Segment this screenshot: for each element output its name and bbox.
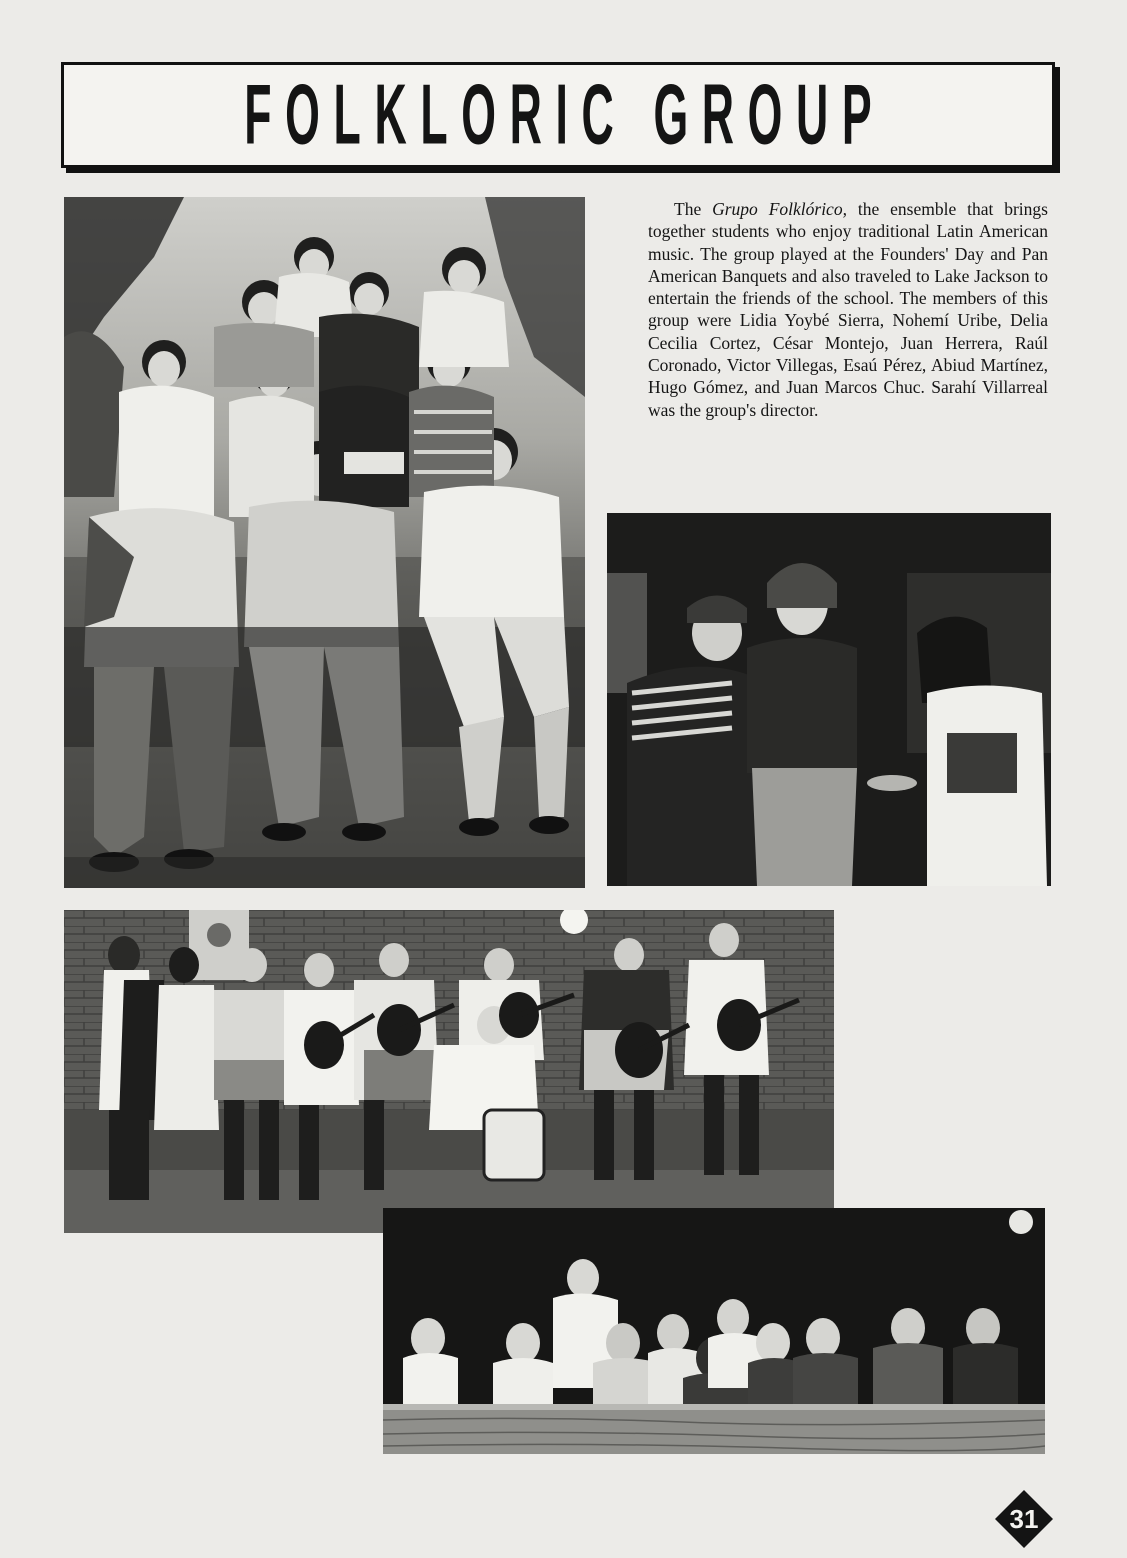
article-intro: The	[674, 199, 713, 219]
railing-group-photo	[383, 1208, 1045, 1454]
page-title: FOLKLORIC GROUP	[244, 67, 886, 163]
page-number: 31	[1009, 1503, 1039, 1534]
title-box	[61, 62, 1055, 168]
article-text	[648, 198, 1048, 421]
musicians-photo	[64, 910, 834, 1233]
group-portrait-photo	[64, 197, 585, 888]
article-emphasis: Grupo Folklórico,	[712, 199, 847, 219]
banquet-photo	[607, 513, 1051, 886]
article-body: the ensemble that brings together students who enjoy traditional Latin American music. The group played at the Founders' Day and Pan American Banquets and also traveled to Lake Jackson to entertain the friends of the school. The members of this group were Lidia Yoybé Sierra, Nohemí Uribe, Delia Cecilia Cortez, César Montejo, Juan Herrera, Raúl Coronado, Victor Villegas, Esaú Pérez, Abiud Martínez, Hugo Gómez, and Juan Marcos Chuc. Sarahí Villarreal was the group's director.	[648, 199, 1048, 420]
page-number-badge	[993, 1488, 1055, 1550]
